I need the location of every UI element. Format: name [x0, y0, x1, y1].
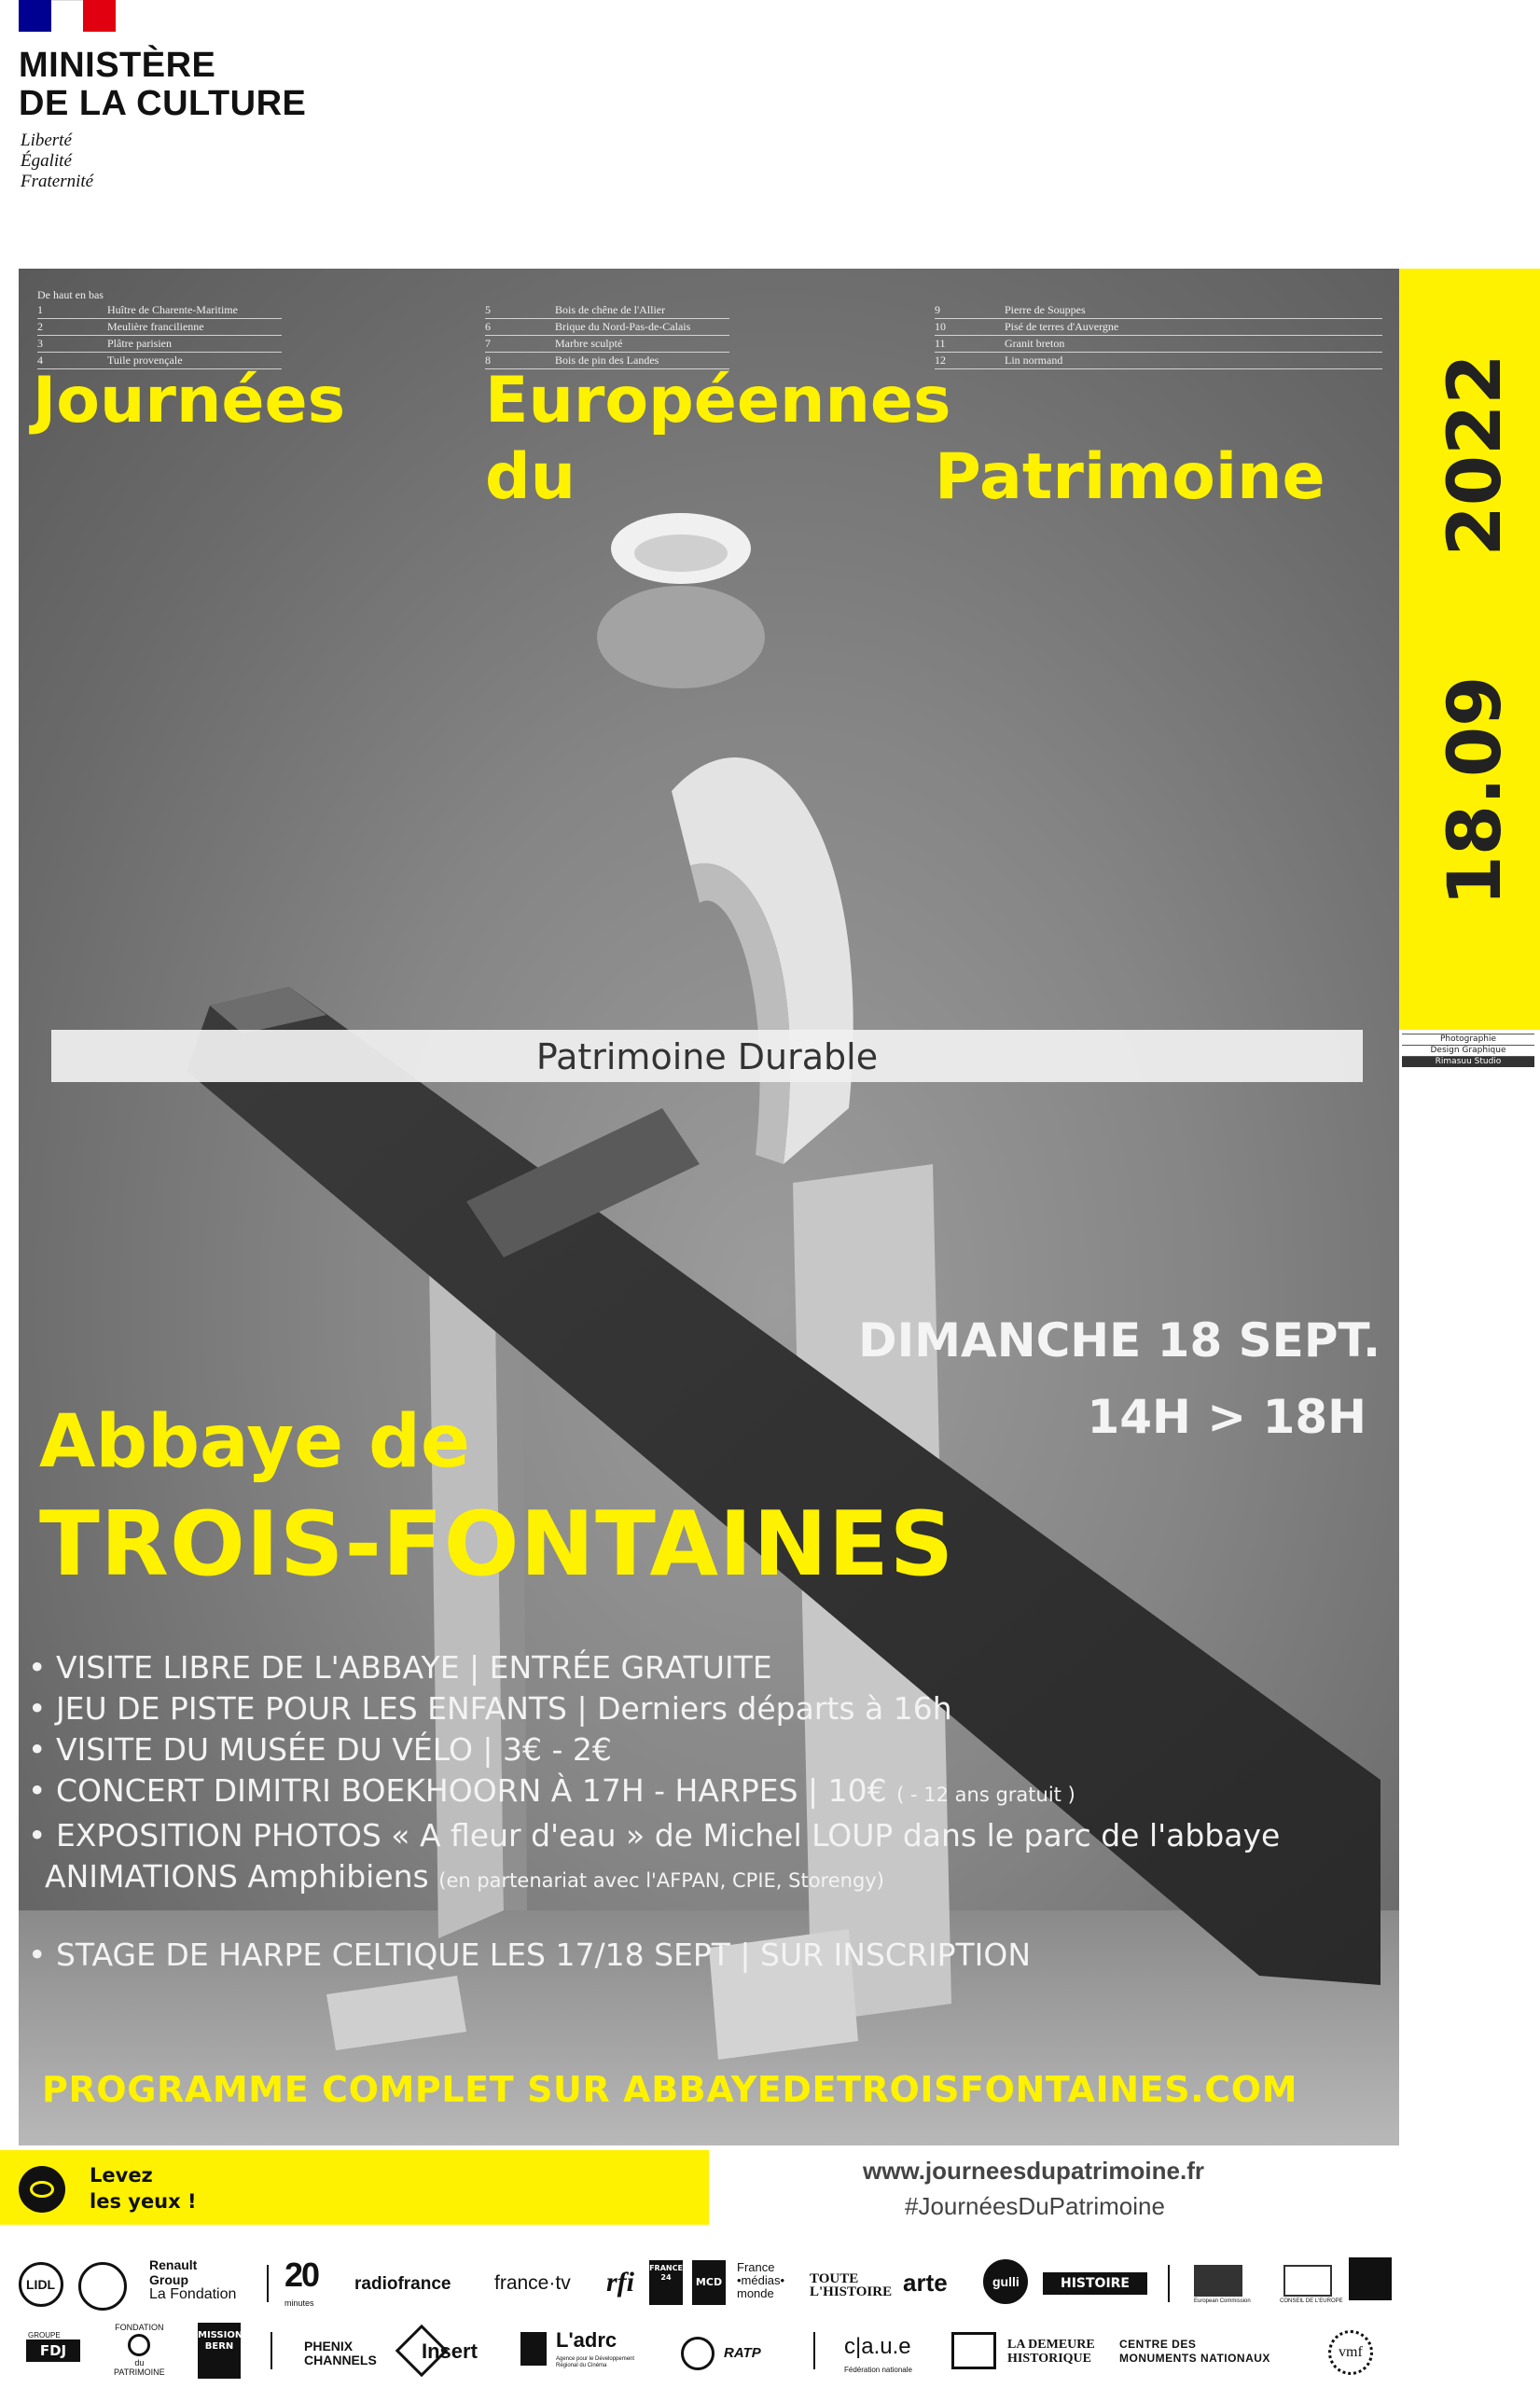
hashtag: #JournéesDuPatrimoine: [905, 2192, 1165, 2220]
mcd-logo: MCD: [692, 2260, 726, 2305]
divider: [813, 2332, 815, 2369]
adrc-sub: Agence pour le Développement Régional du Cinéma: [556, 2356, 635, 2368]
legend-num: 2: [37, 320, 43, 333]
phenix-logo: [304, 2339, 377, 2367]
twenty-minutes-sub: minutes: [284, 2298, 314, 2308]
council-of-europe-text: CONSEIL DE L'EUROPE: [1280, 2298, 1343, 2304]
demeure-line2: HISTORIQUE: [1007, 2352, 1091, 2366]
theme-text: Patrimoine Durable: [535, 1036, 879, 1077]
renault-line1: Renault: [149, 2257, 198, 2272]
legend-num: 11: [935, 337, 946, 350]
fdj-logo: FDJ: [26, 2339, 80, 2362]
legend-row: [935, 319, 1382, 336]
legend-material: Pisé de terres d'Auvergne: [1005, 320, 1119, 333]
event-item: [28, 1856, 1280, 1901]
france24-logo: FRANCE 24: [649, 2260, 683, 2305]
divider: [267, 2265, 269, 2302]
credit-line: Design Graphique: [1402, 1045, 1534, 1056]
title-du: du: [485, 440, 576, 514]
legend-num: 4: [37, 354, 43, 367]
demeure-logo: [1007, 2338, 1095, 2366]
gulli-logo: [983, 2259, 1028, 2304]
legend-heading: De haut en bas: [37, 288, 104, 301]
mission-bern-logo: MISSION BERN: [198, 2323, 241, 2379]
vmf-badge-icon: [1328, 2330, 1373, 2375]
theme-banner: [51, 1030, 1363, 1082]
credit-line: Rimasuu Studio: [1402, 1056, 1534, 1067]
levez-line1: Levez: [90, 2164, 153, 2187]
motto-egalite: Égalité: [21, 151, 72, 171]
legend-num: 10: [935, 320, 946, 333]
event-concert: • CONCERT DIMITRI BOEKHOORN À 17H - HARPES | 10€: [28, 1772, 887, 1809]
website-link[interactable]: www.journeesdupatrimoine.fr: [863, 2157, 1204, 2185]
gulli-text: gulli: [992, 2274, 1020, 2289]
ministry-name: [19, 47, 306, 123]
legend-row: [37, 319, 282, 336]
legend-column-1: [37, 302, 282, 369]
event-concert-note: ( - 12 ans gratuit ): [896, 1784, 1075, 1806]
phenix-line1: PHENIX: [304, 2339, 354, 2353]
ratp-icon: [681, 2337, 715, 2370]
event-item: • VISITE LIBRE DE L'ABBAYE | ENTRÉE GRATUITE: [28, 1649, 772, 1686]
adrc-logo: L'adrc: [556, 2328, 617, 2352]
legend-material: Bois de pin des Landes: [555, 354, 659, 367]
legend-material: Marbre sculpté: [555, 337, 623, 350]
heritage-label-icon: [1349, 2257, 1392, 2300]
event-animations: ANIMATIONS Amphibiens: [45, 1858, 429, 1895]
legend-row: [485, 302, 729, 319]
legend-num: 3: [37, 337, 43, 350]
legend-material: Tuile provençale: [107, 354, 183, 367]
year-text: 2022: [1434, 354, 1518, 557]
fondation-emblem-icon: [78, 2262, 127, 2311]
insert-logo: Insert: [422, 2339, 478, 2363]
arte-logo: arte: [903, 2269, 948, 2297]
marianne-flag-icon: [19, 0, 116, 32]
legend-material: Meulière francilienne: [107, 320, 204, 333]
date-strip-text: [1399, 269, 1540, 1030]
renault-line2: Group: [149, 2272, 188, 2287]
motto-liberte: Liberté: [21, 131, 72, 150]
legend-num: 8: [485, 354, 491, 367]
fmm-line3: monde: [737, 2286, 774, 2300]
lidl-text: LIDL: [26, 2277, 56, 2292]
motto-fraternite: Fraternité: [21, 172, 94, 191]
adrc-block-icon: [520, 2332, 547, 2366]
legend-row: [37, 336, 282, 353]
legend-column-3: [935, 302, 1382, 369]
toute-histoire-logo: TOUTE L'HISTOIRE: [810, 2271, 893, 2299]
eye-icon: [19, 2166, 65, 2213]
eu-commission-text: European Commission: [1194, 2298, 1251, 2304]
fondation-line2: du: [134, 2358, 145, 2367]
levez-text: [90, 2162, 197, 2214]
legend-num: 5: [485, 303, 491, 316]
event-animations-note: (en partenariat avec l'AFPAN, CPIE, Storengy): [438, 1869, 884, 1892]
francetv-logo: france·tv: [494, 2272, 571, 2294]
fondation-circle-icon: [128, 2334, 150, 2356]
title-europeennes: Européennes: [485, 364, 951, 437]
legend-row: [37, 302, 282, 319]
legend-material: Plâtre parisien: [107, 337, 172, 350]
legend-num: 1: [37, 303, 43, 316]
eu-flag-icon: [1194, 2265, 1242, 2297]
fondation-line3: PATRIMOINE: [114, 2367, 165, 2377]
fondation-line1: FONDATION: [115, 2323, 164, 2332]
events-list: [28, 1647, 1280, 1901]
legend-row: [485, 336, 729, 353]
date-text: 18.09: [1434, 675, 1518, 907]
event-day: DIMANCHE 18 SEPT.: [858, 1313, 1380, 1368]
cmn-logo: [1119, 2338, 1270, 2366]
event-item: [28, 1770, 1280, 1815]
fondation-patrimoine-logo: [114, 2323, 165, 2377]
ministry-motto: [21, 131, 93, 192]
fmm-line1: France: [737, 2260, 775, 2274]
event-item: • EXPOSITION PHOTOS « A fleur d'eau » de Michel LOUP dans le parc de l'abbaye: [28, 1817, 1281, 1853]
council-of-europe-icon: [1283, 2265, 1332, 2297]
legend-num: 9: [935, 303, 940, 316]
demeure-line1: LA DEMEURE: [1007, 2338, 1095, 2352]
twenty-minutes-logo: 20: [284, 2256, 319, 2294]
title-journees: Journées: [33, 364, 346, 437]
photo-credits: [1402, 1034, 1534, 1067]
legend-material: Bois de chêne de l'Allier: [555, 303, 666, 316]
renault-logo: [149, 2257, 236, 2302]
caue-sub: Fédération nationale: [844, 2366, 912, 2374]
lidl-logo: [19, 2262, 63, 2307]
rfi-logo: rfi: [606, 2267, 634, 2298]
venue-line2: TROIS-FONTAINES: [39, 1493, 955, 1596]
fmm-logo: [737, 2261, 784, 2300]
venue-line1: Abbaye de: [39, 1400, 470, 1484]
divider: [271, 2332, 272, 2369]
caue-logo: c|a.u.e: [844, 2334, 911, 2359]
legend-num: 6: [485, 320, 491, 333]
fmm-line2: •médias•: [737, 2273, 785, 2287]
legend-material: Granit breton: [1005, 337, 1065, 350]
event-hours: 14H > 18H: [1087, 1390, 1367, 1444]
legend-row: [485, 319, 729, 336]
phenix-line2: CHANNELS: [304, 2353, 377, 2367]
ministry-name-line1: MINISTÈRE: [19, 46, 216, 85]
programme-link[interactable]: PROGRAMME COMPLET SUR ABBAYEDETROISFONTAINES.COM: [42, 2069, 1298, 2110]
renault-line3: La Fondation: [149, 2286, 237, 2302]
vmf-text: vmf: [1339, 2344, 1363, 2360]
legend-material: Brique du Nord-Pas-de-Calais: [555, 320, 691, 333]
legend-material: Lin normand: [1005, 354, 1063, 367]
levez-line2: les yeux !: [90, 2190, 197, 2213]
histoire-tv-logo: HISTOIRE: [1043, 2272, 1147, 2295]
ministry-name-line2: DE LA CULTURE: [19, 84, 307, 123]
legend-row: [935, 302, 1382, 319]
legend-row: [935, 353, 1382, 369]
event-item: • VISITE DU MUSÉE DU VÉLO | 3€ - 2€: [28, 1731, 612, 1768]
legend-material: Huître de Charente-Maritime: [107, 303, 238, 316]
legend-num: 12: [935, 354, 946, 367]
credit-line: Photographie: [1402, 1034, 1534, 1045]
title-patrimoine: Patrimoine: [935, 440, 1325, 514]
legend-column-2: [485, 302, 729, 369]
radiofrance-logo: radiofrance: [354, 2274, 451, 2294]
divider: [1168, 2265, 1170, 2302]
ratp-logo: RATP: [724, 2345, 761, 2361]
cmn-line2: MONUMENTS NATIONAUX: [1119, 2352, 1270, 2365]
event-item: • JEU DE PISTE POUR LES ENFANTS | Derniers départs à 16h: [28, 1690, 952, 1727]
legend-row: [935, 336, 1382, 353]
fdj-top-text: GROUPE: [28, 2331, 61, 2339]
legend-material: Pierre de Souppes: [1005, 303, 1086, 316]
cmn-line1: CENTRE DES: [1119, 2338, 1197, 2351]
demeure-emblem-icon: [951, 2332, 996, 2369]
legend-num: 7: [485, 337, 491, 350]
event-stage: • STAGE DE HARPE CELTIQUE LES 17/18 SEPT | SUR INSCRIPTION: [28, 1937, 1032, 1973]
poster: [19, 269, 1399, 2145]
